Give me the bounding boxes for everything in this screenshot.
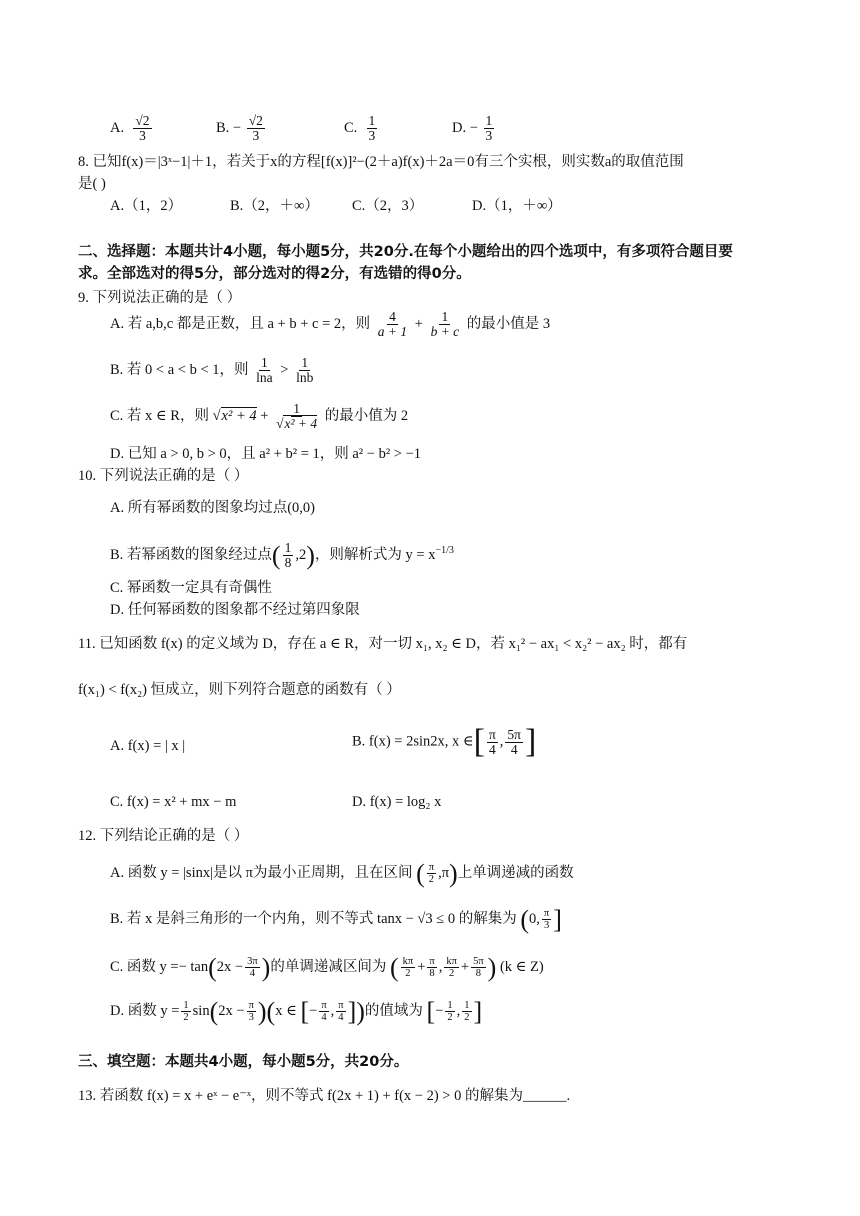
q7-option-d: D. − $\frac{1}{3}$ [452, 113, 493, 144]
q12-c-p1-fraction: $\frac{\pi}{8}$ [429, 956, 435, 980]
q12-d-range-left-fraction: $\frac{1}{2}$ [447, 1000, 453, 1024]
q9-a-fraction-2: $\frac{1}{b + c}$ [430, 309, 460, 340]
q8-stem-line2: 是( ) [78, 176, 106, 192]
q10-stem: 10. 下列说法正确的是（ ） [78, 468, 249, 484]
q11-b-interval-right: $\frac{5\pi}{4}$ [507, 726, 521, 757]
q12-option-d: D. 函数 y = $\frac{1}{2}$ sin(2x − $\frac{\pi}{3}$ )(x ∈ [− $\frac{\pi}{4}$ , $\frac{\pi}{4}$ ])的值域为 [− $\frac{1}{2}$ , $\frac{1}{2}$ ] [110, 997, 483, 1026]
q11-option-c: C. f(x) = x² + mx − m [110, 794, 237, 810]
q11-option-d: D. f(x) = log₂ x [352, 794, 442, 810]
q9-option-c: C. 若 x ∈ R，则 √x² + 4 + $\frac{1}{\text{√x² + 4}}$ 的最小值为 2 [110, 401, 409, 432]
q10-option-d: D. 任何幂函数的图象都不经过第四象限 [110, 602, 360, 618]
q9-b-fraction-1: $\frac{1}{\ln a}$ [256, 355, 273, 386]
q12-d-domain-left-fraction: $\frac{\pi}{4}$ [321, 1000, 327, 1024]
q8-stem-line1: 8. 已知f(x)＝|3ˣ−1|＋1，若关于x的方程[f(x)]²−(2＋a)f(x)＋2a＝0有三个实根，则实数a的取值范围 [78, 154, 684, 170]
q12-option-b: B. 若 x 是斜三角形的一个内角，则不等式 tanx − √3 ≤ 0 的解集为 (0, $\frac{\pi}{3}$ ] [110, 905, 562, 934]
section2-heading-line2: 求。全部选对的得5分，部分选对的得2分，有选错的得0分。 [78, 266, 471, 282]
q12-a-interval-fraction: $\frac{\pi}{2}$ [428, 862, 435, 886]
q9-option-a: A. 若 a,b,c 都是正数，且 a + b + c = 2，则 $\frac{4}{a + 1}$ + $\frac{1}{b + c}$ 的最小值是 3 [110, 309, 551, 340]
q11-b-interval-left: $\frac{\pi}{4}$ [488, 726, 496, 757]
q9-stem: 9. 下列说法正确的是（ ） [78, 290, 242, 306]
q8-option-a: A.（1，2） [110, 198, 183, 214]
q7-c-fraction: $\frac{1}{3}$ [368, 113, 376, 144]
q11-stem-line2: f(x₁) < f(x₂) 恒成立，则下列符合题意的函数有（ ） [78, 682, 401, 698]
q10-option-b: B. 若幂函数的图象经过点( $\frac{1}{8}$ ,2)，则解析式为 $y = x^{-1/3}$ [110, 539, 454, 571]
q12-d-arg-fraction: $\frac{\pi}{3}$ [248, 1000, 254, 1024]
q8-option-c: C.（2，3） [352, 198, 424, 214]
q7-option-c: C. $\frac{1}{3}$ [344, 113, 376, 144]
q12-c-k1-fraction: $\frac{k\pi}{2}$ [402, 956, 414, 980]
q9-c-fraction: $\frac{1}{\text{√x² + 4}}$ [276, 401, 318, 432]
q12-stem: 12. 下列结论正确的是（ ） [78, 828, 249, 844]
q9-a-fraction-1: $\frac{4}{a + 1}$ [377, 309, 408, 340]
q12-b-interval-fraction: $\frac{\pi}{3}$ [543, 908, 550, 932]
q11-stem-line1: 11. 已知函数 f(x) 的定义域为 D，存在 a ∈ R，对一切 x₁, x₂ ∈ D，若 x₁² − ax₁ < x₂² − ax₂ 时，都有 [78, 636, 688, 652]
q9-c-sqrt: x² + 4 [221, 408, 257, 424]
q11-option-a: A. f(x) = | x | [110, 738, 186, 754]
q12-d-domain-right-fraction: $\frac{\pi}{4}$ [338, 1000, 344, 1024]
q11-option-b: B. f(x) = 2sin2x, x ∈[ $\frac{\pi}{4}$ , $\frac{5\pi}{4}$ ] [352, 723, 537, 760]
q9-option-d: D. 已知 a > 0, b > 0，且 a² + b² = 1，则 a² − b² > −1 [110, 446, 422, 462]
q12-c-arg-fraction: $\frac{3\pi}{4}$ [247, 956, 258, 980]
q13-stem: 13. 若函数 f(x) = x + eˣ − e⁻ˣ，则不等式 f(2x + 1) + f(x − 2) > 0 的解集为______. [78, 1088, 571, 1104]
q7-b-fraction: $\frac{√2}{3}$ [248, 113, 263, 144]
q8-option-b: B.（2，＋∞） [230, 198, 319, 214]
q10-option-c: C. 幂函数一定具有奇偶性 [110, 580, 272, 596]
section2-heading-line1: 二、选择题：本题共计4小题，每小题5分，共20分.在每个小题给出的四个选项中，有多项符合题目要 [78, 244, 733, 260]
q12-option-a: A. 函数 y = |sinx|是以 π为最小正周期，且在区间 ( $\frac{\pi}{2}$ ,π)上单调递减的函数 [110, 859, 574, 888]
q10-option-a: A. 所有幂函数的图象均过点(0,0) [110, 500, 316, 516]
q9-option-b: B. 若 0 < a < b < 1，则 $\frac{1}{\ln a}$ > $\frac{1}{\ln b}$ [110, 355, 314, 386]
q7-option-b: B. − $\frac{√2}{3}$ [216, 113, 263, 144]
q12-d-range-right-fraction: $\frac{1}{2}$ [464, 1000, 470, 1024]
section3-heading: 三、填空题：本题共4小题，每小题5分，共20分。 [78, 1054, 409, 1070]
q12-option-c: C. 函数 y =− tan(2x − $\frac{3\pi}{4}$ )的单调递减区间为 ( $\frac{k\pi}{2}$ + $\frac{\pi}{8}$ , $\frac{k\pi}{2}$ + $\frac{5\pi}{8}$ ) (k ∈ Z) [110, 953, 544, 982]
q12-d-coef-fraction: $\frac{1}{2}$ [183, 1000, 189, 1024]
q9-b-fraction-2: $\frac{1}{\ln b}$ [296, 355, 314, 386]
q8-option-d: D.（1，＋∞） [472, 198, 562, 214]
q10-b-point-fraction: $\frac{1}{8}$ [284, 539, 292, 571]
q7-d-fraction: $\frac{1}{3}$ [485, 113, 493, 144]
q12-c-k2-fraction: $\frac{k\pi}{2}$ [446, 956, 457, 980]
q10-b-exponent: −1/3 [435, 545, 454, 557]
q7-option-a: A. $\frac{√2}{3}$ [110, 113, 150, 144]
q12-c-p2-fraction: $\frac{5\pi}{8}$ [473, 956, 484, 980]
q7-a-fraction: $\frac{√2}{3}$ [135, 113, 150, 144]
